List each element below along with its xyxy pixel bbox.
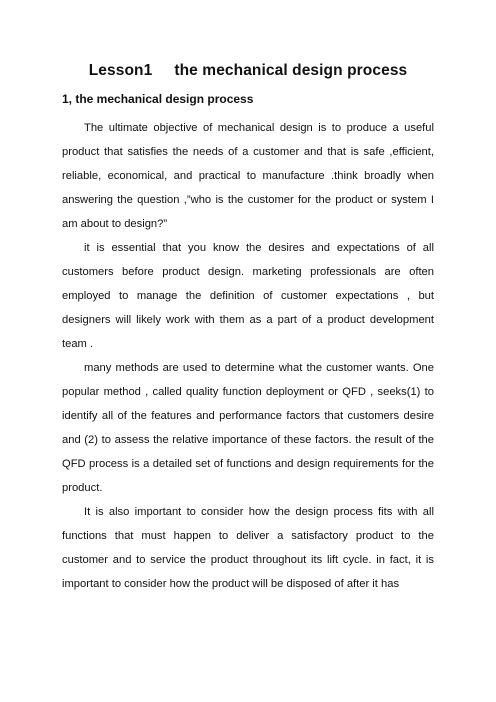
paragraph-2: it is essential that you know the desires and expectations of all customers before product design. marketing professionals are often employed to manage the definition of customer expectations , but designers will likely work with them as a part of a product development team . — [62, 242, 434, 350]
paragraph-3: many methods are used to determine what the customer wants. One popular method , called quality function deployment or QFD , seeks(1) to identify all of the features and performance factors that customers desire and (2) to assess the relative importance of these factors. the result of the QFD process is a detailed set of functions and design requirements for the product. — [62, 362, 434, 494]
section-heading: 1, the mechanical design process — [62, 92, 254, 106]
paragraph-1: The ultimate objective of mechanical design is to produce a useful product that satisfies the needs of a customer and that is safe ,efficient, reliable, economical, and practical to manufacture .think broadly when answering the question ,”who is the customer for the product or system I am about to design?” — [62, 122, 434, 230]
body-text — [62, 116, 434, 596]
lesson-title: Lesson1 the mechanical design process — [88, 62, 408, 79]
paragraph-4: It is also important to consider how the design process fits with all functions that must happen to deliver a satisfactory product to the customer and to service the product throughout its lift cycle. in fact, it is important to consider how the product will be disposed of after it has — [62, 506, 434, 590]
